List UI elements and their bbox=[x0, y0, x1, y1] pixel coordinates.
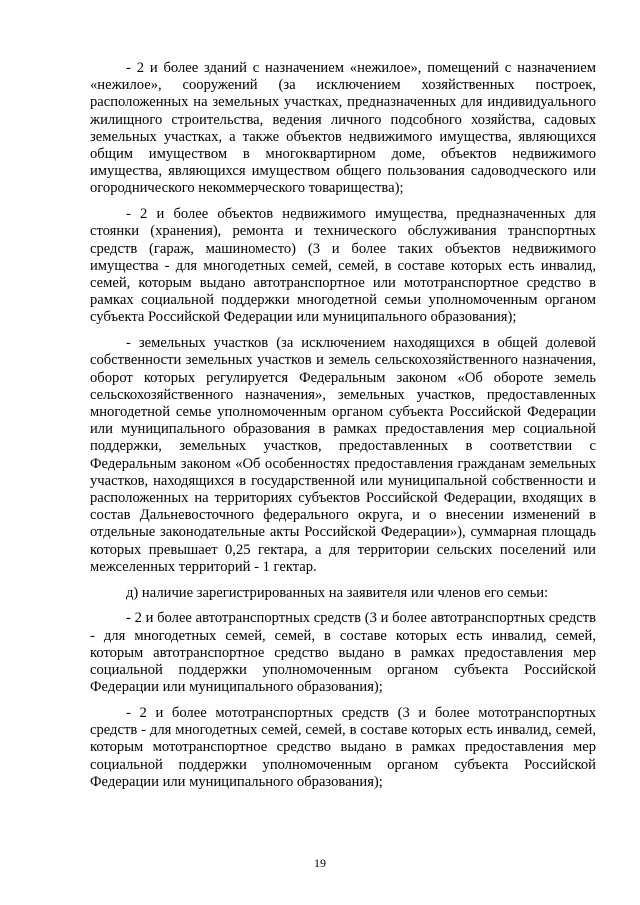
paragraph-buildings: - 2 и более зданий с назначением «нежилое», помещений с назначением «нежилое», сооружений (за исключением хозяйственных построек, расположенных на земельных участках, предназначенных для индивидуального жилищного строительства, ведения личного подсобного хозяйства, садовых земельных участках, а также объектов недвижимого имущества, являющихся общим имуществом в многоквартирном доме, объектов недвижимого имущества, являющихся имуществом общего пользования садоводческого или огороднического некоммерческого товарищества); bbox=[90, 60, 596, 197]
page-number: 19 bbox=[314, 856, 326, 870]
paragraph-garages: - 2 и более объектов недвижимого имущества, предназначенных для стоянки (хранения), ремонта и технического обслуживания транспортных средств (гараж, машиноместо) (3 и более таких объектов недвижимого имущества - для многодетных семей, семей, в составе которых есть инвалид, семей, которым выдано автотранспортное или мототранспортное средство в рамках социальной поддержки многодетной семьи уполномоченным органом субъекта Российской Федерации или муниципального образования); bbox=[90, 206, 596, 326]
paragraph-motorcycles: - 2 и более мототранспортных средств (3 и более мототранспортных средств - для многодетных семей, семей, в составе которых есть инвалид, семей, которым мототранспортное средство выдано в рамках предоставления мер социальной поддержки уполномоченным органом субъекта Российской Федерации или муниципального образования); bbox=[90, 705, 596, 790]
paragraph-land-plots: - земельных участков (за исключением находящихся в общей долевой собственности земельных участков и земель сельскохозяйственного назначения, оборот которых регулируется Федеральным законом «Об обороте земель сельскохозяйственного назначения», земельных участков, предоставленных многодетной семье уполномоченным органом субъекта Российской Федерации или муниципального образования в рамках предоставления мер социальной поддержки, земельных участков, предоставленных в соответствии с Федеральным законом «Об особенностях предоставления гражданам земельных участков, находящихся в государственной или муниципальной собственности и расположенных на территориях субъектов Российской Федерации, входящих в состав Дальневосточного федерального округа, и о внесении изменений в отдельные законодательные акты Российской Федерации»), суммарная площадь которых превышает 0,25 гектара, а для территории сельских поселений или межселенных территорий - 1 гектар. bbox=[90, 335, 596, 575]
paragraph-automobiles: - 2 и более автотранспортных средств (3 и более автотранспортных средств - для многодетных семей, семей, в составе которых есть инвалид, семей, которым автотранспортное средство выдано в рамках предоставления мер социальной поддержки уполномоченным органом субъекта Российской Федерации или муниципального образования); bbox=[90, 610, 596, 696]
paragraph-subsection-d: д) наличие зарегистрированных на заявителя или членов его семьи: bbox=[126, 584, 549, 601]
document-body bbox=[90, 60, 596, 800]
